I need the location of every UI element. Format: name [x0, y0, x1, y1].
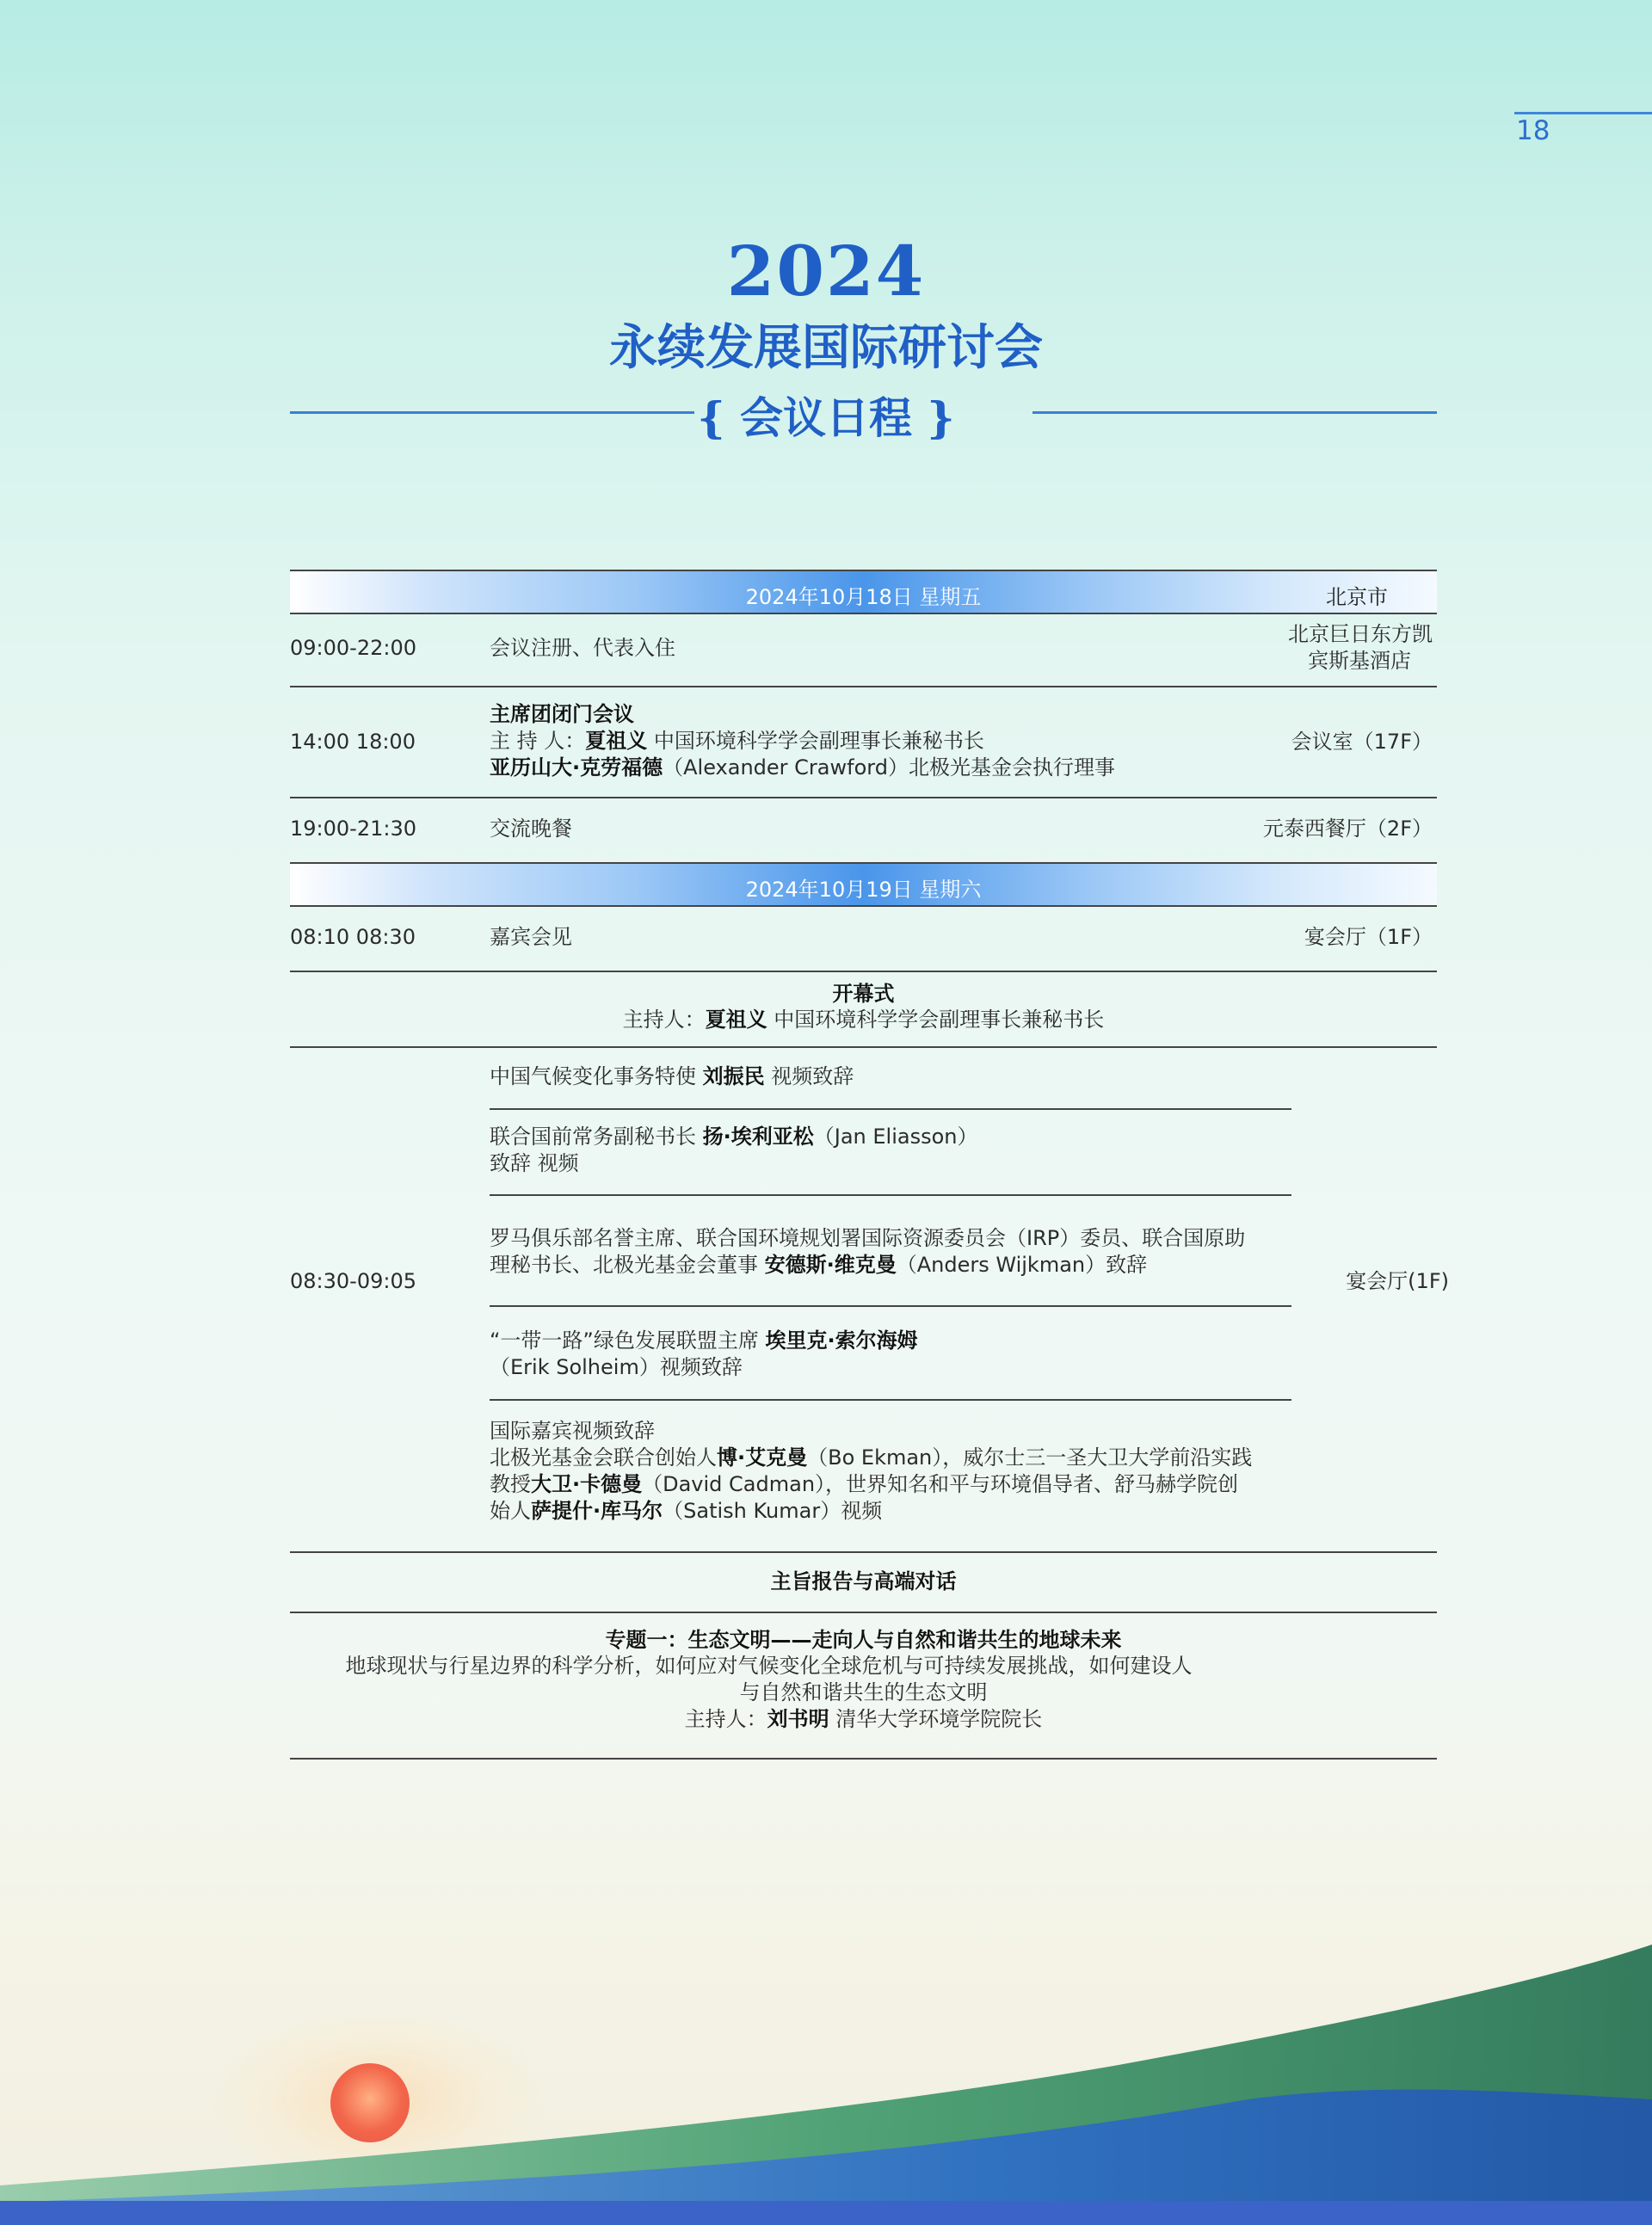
host-name: 夏祖义 [585, 729, 648, 753]
speaker-name: 扬·埃利亚松 [702, 1125, 814, 1149]
speech-text: （Erik Solheim）视频致辞 [490, 1355, 743, 1379]
speech-text: （Bo Ekman），威尔士三一圣大卫大学前沿实践 [807, 1445, 1253, 1470]
keynote-row [290, 1553, 1437, 1613]
host-role: 中国环境科学学会副理事长兼秘书长 [647, 729, 984, 753]
row-activity: 嘉宾会见 [490, 925, 572, 949]
day-header [290, 864, 1437, 907]
speech-text: 教授 [490, 1472, 531, 1496]
opening-host [290, 1007, 1437, 1032]
row-time: 19:00-21:30 [290, 817, 416, 841]
row-time: 09:00-22:00 [290, 636, 416, 660]
topic-title: 专题一：生态文明——走向人与自然和谐共生的地球未来 [605, 1628, 1122, 1652]
landscape-graphic [0, 1927, 1652, 2225]
keynote-title: 主旨报告与高端对话 [770, 1569, 957, 1593]
speech-item [490, 1124, 978, 1177]
speech-text: （Jan Eliasson） [813, 1125, 978, 1149]
speech-text: 联合国前常务副秘书长 [490, 1125, 703, 1149]
divider [490, 1305, 1291, 1307]
speaker-name: 刘振民 [702, 1064, 765, 1088]
speech-item [490, 1328, 918, 1381]
speech-text: “一带一路”绿色发展联盟主席 [490, 1328, 766, 1353]
row-location-line1: 北京巨日东方凯 [1288, 622, 1433, 646]
host-prefix: 主 持 人： [490, 729, 586, 753]
host-role: 中国环境科学学会副理事长兼秘书长 [767, 1008, 1105, 1032]
speech-text: 国际嘉宾视频致辞 [490, 1419, 655, 1443]
guest-role: （Alexander Crawford）北极光基金会执行理事 [663, 755, 1115, 780]
title-name: 永续发展国际研讨会 [609, 319, 1043, 376]
speaker-name: 埃里克·索尔海姆 [765, 1328, 918, 1353]
speaker-name: 大卫·卡德曼 [531, 1472, 643, 1496]
row-time: 08:30-09:05 [290, 1269, 416, 1293]
activity-guest [490, 755, 1115, 781]
speech-text: 中国气候变化事务特使 [490, 1064, 703, 1088]
topic-desc-line2: 与自然和谐共生的生态文明 [739, 1680, 988, 1704]
speaker-name: 博·艾克曼 [717, 1445, 808, 1470]
activity-host [490, 728, 1115, 755]
speech-item [490, 1063, 854, 1090]
day-date: 2024年10月18日 星期五 [745, 585, 982, 609]
day-city: 北京市 [1326, 585, 1388, 609]
speech-text: 致辞 视频 [490, 1151, 579, 1175]
row-time: 14:00 18:00 [290, 730, 416, 754]
speech-text: 罗马俱乐部名誉主席、联合国环境规划署国际资源委员会（IRP）委员、联合国原助 [490, 1226, 1246, 1250]
divider [490, 1399, 1291, 1401]
divider [490, 1108, 1291, 1110]
host-prefix: 主持人： [622, 1008, 706, 1032]
row-activity: 会议注册、代表入住 [490, 636, 675, 660]
speech-text: 始人 [490, 1499, 531, 1523]
speaker-name: 安德斯·维克曼 [764, 1253, 897, 1277]
topic-row [290, 1613, 1437, 1760]
speech-text: 北极光基金会联合创始人 [490, 1445, 717, 1470]
water-strip [0, 2201, 1652, 2225]
day-header [290, 570, 1437, 614]
title-year: 2024 [726, 231, 926, 311]
day-date: 2024年10月19日 星期六 [745, 878, 982, 902]
speech-text: （Anders Wijkman）致辞 [896, 1253, 1148, 1277]
speech-text: （David Cadman），世界知名和平与环境倡导者、舒马赫学院创 [642, 1472, 1239, 1496]
speech-text: 理秘书长、北极光基金会董事 [490, 1253, 765, 1277]
row-activity [490, 701, 1115, 781]
topic-host [290, 1706, 1437, 1732]
table-row [290, 687, 1437, 798]
host-role: 清华大学环境学院院长 [829, 1707, 1043, 1731]
speech-text: （Satish Kumar）视频 [663, 1499, 883, 1523]
host-name: 刘书明 [767, 1707, 829, 1731]
opening-speeches-row [290, 1048, 1449, 1553]
guest-name: 亚历山大·克劳福德 [490, 755, 663, 780]
row-time: 08:10 08:30 [290, 925, 416, 949]
page-number: 18 [1516, 115, 1550, 146]
opening-ceremony-row [290, 972, 1437, 1048]
page-number-rule [1514, 112, 1652, 114]
topic-desc-line1: 地球现状与行星边界的科学分析，如何应对气候变化全球危机与可持续发展挑战，如何建设人 [345, 1654, 1193, 1678]
speech-item [490, 1418, 1252, 1525]
schedule-table [290, 570, 1449, 1760]
row-location: 元泰西餐厅（2F） [1262, 817, 1433, 841]
speech-item [490, 1225, 1245, 1279]
table-row [290, 798, 1437, 864]
row-activity: 交流晚餐 [490, 817, 572, 841]
opening-title: 开幕式 [832, 982, 895, 1006]
speech-text: 视频致辞 [764, 1064, 854, 1088]
speaker-name: 萨提什·库马尔 [531, 1499, 663, 1523]
table-row [290, 614, 1437, 687]
host-name: 夏祖义 [705, 1008, 767, 1032]
row-location-line2: 宾斯基酒店 [1308, 649, 1411, 673]
row-location: 宴会厅（1F） [1304, 925, 1433, 949]
row-location: 宴会厅(1F) [1346, 1269, 1449, 1293]
row-location: 会议室（17F） [1291, 730, 1433, 754]
activity-title: 主席团闭门会议 [490, 702, 634, 726]
subtitle-rule-right [1032, 411, 1437, 414]
divider [490, 1194, 1291, 1196]
table-row [290, 907, 1437, 972]
subtitle: { 会议日程 } [697, 392, 955, 443]
host-prefix: 主持人： [684, 1707, 767, 1731]
